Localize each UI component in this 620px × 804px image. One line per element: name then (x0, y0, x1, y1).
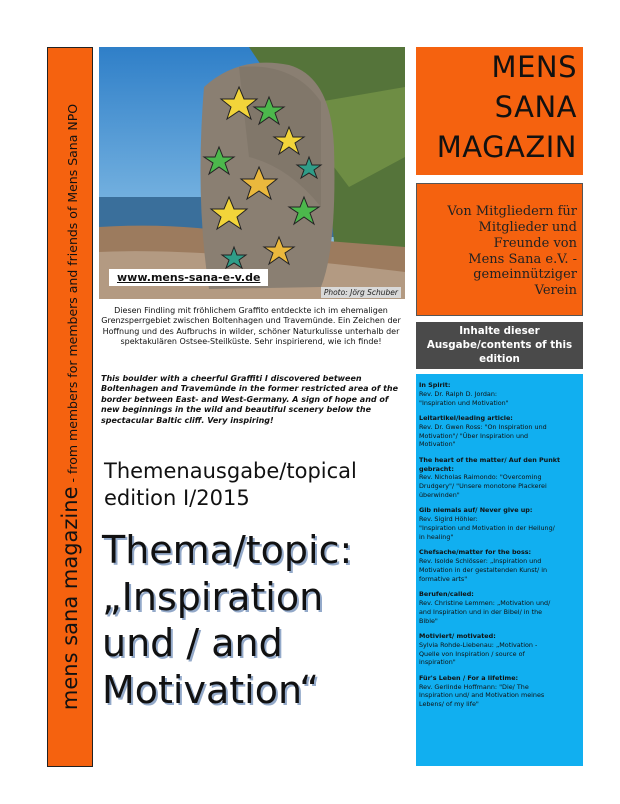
toc-detail: Bible" (419, 616, 438, 625)
toc-category: Chefsache/matter for the boss: (419, 548, 532, 557)
tagline-line: Von Mitgliedern für (447, 204, 577, 219)
caption-english: This boulder with a cheerful Graffiti I discovered between Boltenhagen and Travemünde in the former restricted area of the border between East- and West-Germany. A sign of hope and of new beginnings in the wild and beautiful scenery below the spectacular Baltic cliff. Very inspiring! (101, 374, 399, 425)
contents-header-line: Ausgabe/contents of this (426, 338, 573, 351)
cover-photo (99, 47, 405, 299)
table-of-contents (416, 374, 583, 766)
toc-detail: and Inspiration und in der Bibel/ in the (419, 607, 543, 616)
toc-entry (419, 632, 579, 667)
toc-entry (419, 674, 579, 709)
theme-line: Thema/topic: (102, 528, 353, 572)
toc-detail: Sylvia Rohde-Liebenau: „Motivation - (419, 640, 538, 649)
toc-category: Für's Leben / For a lifetime: (419, 673, 519, 682)
toc-category: Berufen/called: (419, 590, 474, 599)
spine-title: mens sana magazine (58, 486, 82, 711)
contents-header (416, 322, 583, 369)
tagline-line: Freunde von (493, 235, 577, 251)
toc-detail: Rev. Dr. Gwen Ross: "On Inspiration und (419, 422, 547, 431)
tagline-line: Mitglieder und (478, 219, 577, 235)
toc-detail: in healing" (419, 532, 454, 541)
toc-detail: Rev. Christine Lemmen: „Motivation und/ (419, 598, 551, 607)
toc-detail: Motivation"/ "Über Inspiration und (419, 431, 529, 440)
toc-detail: Drudgery"/ "Unsere monotone Plackerei (419, 482, 547, 491)
toc-category: In Spirit: (419, 381, 451, 389)
website-label[interactable]: www.mens-sana-e-v.de (109, 269, 268, 286)
toc-detail: Rev. Gerlinde Hoffmann: "Die/ The (419, 682, 529, 691)
toc-category: Gib niemals auf/ Never give up: (419, 506, 533, 515)
toc-detail: Motivation" (419, 440, 456, 449)
theme-title (102, 527, 402, 714)
tagline-line: gemeinnütziger (473, 267, 577, 283)
tagline-box (416, 183, 583, 316)
edition-line: edition I/2015 (104, 485, 250, 510)
toc-detail: Rev. Dr. Ralph D. Jordan: (419, 389, 498, 398)
theme-line: und / and (102, 621, 283, 666)
toc-detail: Rev. Sigird Höhler: (419, 515, 478, 524)
toc-detail: Motivation in der gestaltenden Kunst/ in (419, 565, 548, 574)
boulder-graffiti-image (99, 47, 405, 299)
masthead-line: SANA (494, 90, 577, 124)
toc-entry (419, 456, 579, 500)
toc-detail: formative arts" (419, 574, 468, 583)
masthead-line: MAGAZIN (436, 130, 577, 164)
spine-subtitle: - from members for members and friends of Mens Sana NPO (65, 103, 80, 487)
caption-german: Diesen Findling mit fröhlichem Graffito entdeckte ich im ehemaligen Grenzsperrgebiet zwischen Boltenhagen und Travemünde. Ein Zeichen der Hoffnung und des Aufbruchs in wilder, schöner Naturkulisse unterhalb der spektakulären Ostsee-Steilküste. Sehr inspirierend, wie ich finde! (101, 306, 401, 347)
toc-detail: inspiration" (419, 658, 456, 667)
toc-entry (419, 590, 579, 625)
edition-line: Themenausgabe/topical (104, 459, 357, 483)
toc-entry (419, 506, 579, 541)
toc-category: Motiviert/ motivated: (419, 631, 496, 640)
toc-detail: "Inspiration und Motivation" (419, 398, 509, 407)
spine-banner (47, 47, 93, 767)
toc-detail: Inspiration und/ and Motivation meines (419, 691, 545, 700)
toc-category: Leitartikel/leading article: (419, 413, 513, 422)
photo-credit: Photo: Jörg Schuber (321, 287, 401, 298)
contents-header-line: edition (479, 352, 520, 365)
toc-detail: Quelle von Inspiration / source of (419, 649, 525, 658)
masthead (416, 47, 583, 175)
edition-heading (104, 458, 404, 512)
toc-category: The heart of the matter/ Auf den Punkt gebracht: (419, 455, 561, 473)
masthead-line: MENS (491, 50, 577, 84)
theme-line: Motivation“ (102, 668, 319, 713)
toc-detail: Lebens/ of my life" (419, 700, 479, 709)
toc-detail: "Inspiration und Motivation in der Heilung/ (419, 524, 555, 533)
toc-detail: überwinden" (419, 491, 460, 500)
spine-text (58, 104, 82, 710)
toc-entry (419, 548, 579, 583)
tagline-line: Mens Sana e.V. - (468, 251, 577, 267)
toc-entry (419, 414, 579, 449)
toc-detail: Rev. Nicholas Raimondo: "Overcoming (419, 473, 542, 482)
toc-entry (419, 381, 579, 407)
tagline-line: Verein (534, 283, 577, 299)
contents-header-line: Inhalte dieser (459, 325, 540, 337)
toc-detail: Rev. Isolde Schlösser: „Inspiration und (419, 557, 542, 566)
theme-line: „Inspiration (102, 574, 324, 619)
